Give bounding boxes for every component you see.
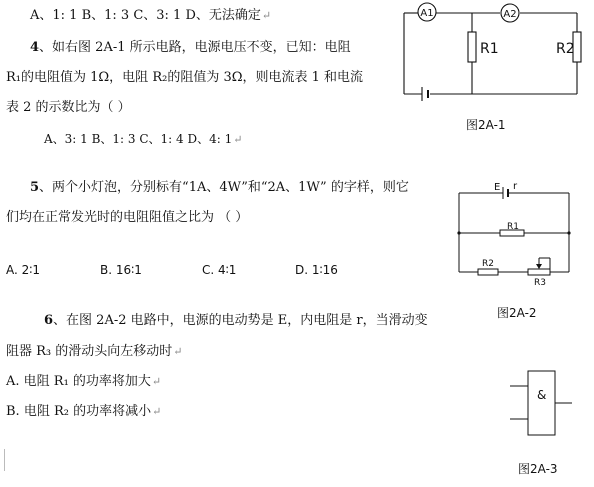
fig2-r1-label: R1: [507, 222, 519, 232]
fig1-caption: 图2A-1: [466, 118, 506, 132]
q6-number: 6: [44, 313, 54, 328]
fig1-ammeter1-label: A1: [420, 8, 434, 19]
fig2-e-label: E: [494, 182, 501, 193]
margin-mark: [4, 449, 5, 471]
paragraph-mark: ↵: [151, 375, 162, 388]
paragraph-mark: ↵: [173, 345, 183, 358]
q3-options: A、1: 1 B、1: 3 C、3: 1 D、无法确定↵: [30, 8, 272, 23]
q6-option-a: A. 电阻 R₁ 的功率将加大↵: [6, 374, 162, 389]
q4-line1: 4、如右图 2A-1 所示电路，电源电压不变，已知：电阻: [30, 40, 351, 55]
q4-line3: 表 2 的示数比为（ ）: [6, 100, 131, 115]
fig3-caption: 图2A-3: [518, 462, 558, 476]
q5-line2: 们均在正常发光时的电阻阻值之比为 （ ）: [6, 210, 249, 225]
q5-option-a: A. 2∶1: [6, 263, 41, 277]
fig1-ammeter2-label: A2: [503, 9, 517, 20]
fig2-r-label: r: [513, 181, 518, 192]
q4-line2: R₁的电阻值为 1Ω，电阻 R₂的阻值为 3Ω，则电流表 1 和电流: [6, 70, 364, 85]
fig1-r2-label: R2: [556, 41, 575, 57]
paragraph-mark: ↵: [233, 133, 243, 146]
q4-number: 4: [30, 40, 40, 55]
q5-line1: 5、两个小灯泡，分别标有“1A、4W”和“2A、1W” 的字样，则它: [30, 180, 409, 195]
paragraph-mark: ↵: [152, 405, 162, 418]
q6-line2: 阻器 R₃ 的滑动头向左移动时↵: [6, 344, 183, 359]
q4-options: A、3: 1 B、1: 3 C、1: 4 D、4: 1↵: [44, 132, 243, 146]
fig2-caption: 图2A-2: [497, 306, 537, 320]
q5-number: 5: [30, 180, 40, 195]
q5-option-b: B. 16∶1: [100, 263, 142, 277]
paragraph-mark: ↵: [261, 9, 272, 22]
q5-option-d: D. 1∶16: [295, 263, 338, 277]
fig2-r3-label: R3: [534, 278, 546, 288]
fig1-r1-label: R1: [480, 41, 499, 57]
fig3-and-symbol: &: [537, 388, 547, 402]
fig2-r2-label: R2: [482, 259, 494, 269]
q6-option-b: B. 电阻 R₂ 的功率将减小↵: [6, 404, 162, 419]
q6-line1: 6、在图 2A-2 电路中，电源的电动势是 E，内电阻是 r，当滑动变: [44, 313, 428, 328]
q5-option-c: C. 4∶1: [202, 263, 237, 277]
